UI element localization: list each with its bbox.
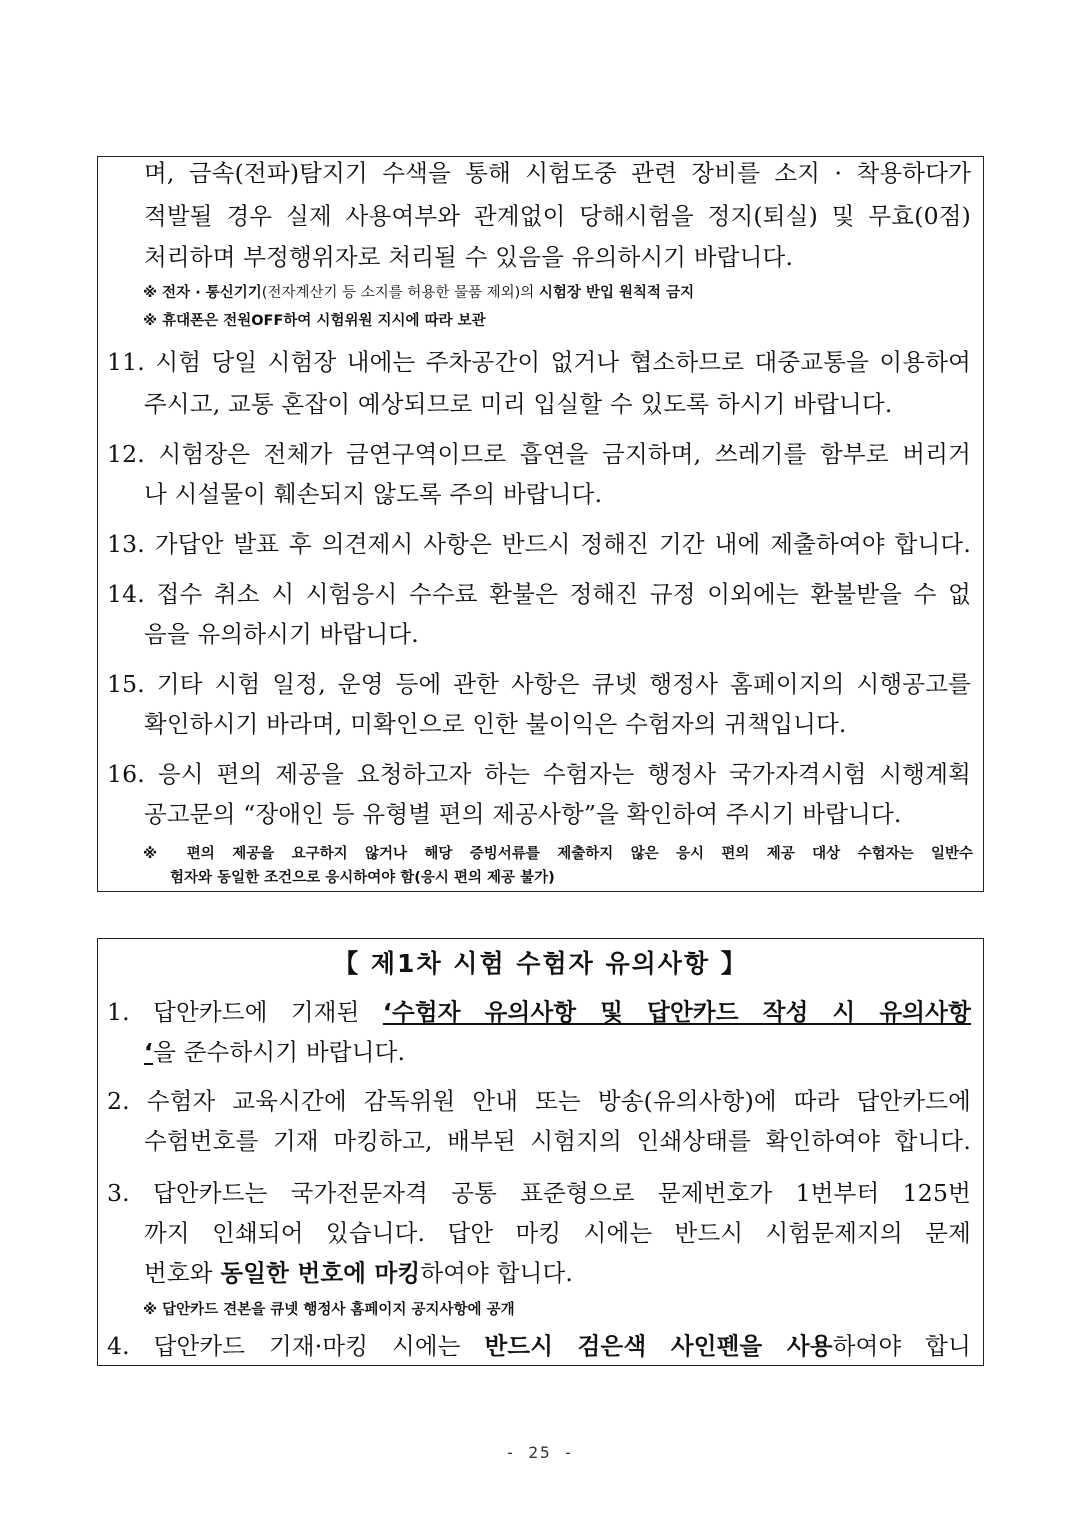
item-3-line3: 번호와 동일한 번호에 마킹하여야 합니다.	[144, 1259, 574, 1287]
item-15-line1: 15. 기타 시험 일정, 운영 등에 관한 사항은 큐넷 행정사 홈페이지의 시행공고를	[107, 670, 971, 698]
item-3-line1: 3. 답안카드는 국가전문자격 공통 표준형으로 문제번호가 1번부터 125번	[107, 1179, 971, 1207]
text-line: 처리하며 부정행위자로 처리될 수 있음을 유의하시기 바랍니다.	[144, 243, 794, 271]
notice-box-first-exam	[97, 938, 984, 1366]
note-accommodation-line1: ※ 편의 제공을 요구하지 않거나 해당 증빙서류를 제출하지 않은 응시 편의 제공 대상 수험자는 일반수	[143, 846, 973, 862]
item-16-line2: 공고문의 “장애인 등 유형별 편의 제공사항”을 확인하여 주시기 바랍니다.	[144, 800, 902, 828]
note-phone: ※ 휴대폰은 전원OFF하여 시험위원 지시에 따라 보관	[143, 313, 486, 329]
item-15-line2: 확인하시기 바라며, 미확인으로 인한 불이익은 수험자의 귀책입니다.	[144, 710, 847, 738]
note-electronics: ※ 전자 · 통신기기(전자계산기 등 소지를 허용한 물품 제외)의 시험장 반입 원칙적 금지	[143, 285, 695, 301]
item-14-line2: 음을 유의하시기 바랍니다.	[144, 620, 419, 648]
item-2-line2: 수험번호를 기재 마킹하고, 배부된 시험지의 인쇄상태를 확인하여야 합니다.	[144, 1127, 971, 1155]
item-12-line1: 12. 시험장은 전체가 금연구역이므로 흡연을 금지하며, 쓰레기를 함부로 버리거	[107, 440, 971, 468]
item-16-line1: 16. 응시 편의 제공을 요청하고자 하는 수험자는 행정사 국가자격시험 시행계획	[107, 760, 971, 788]
page-number: - 25 -	[505, 1443, 575, 1462]
item-1-line2: ‘을 준수하시기 바랍니다.	[144, 1038, 406, 1066]
note-answer-card-sample: ※ 답안카드 견본을 큐넷 행정사 홈페이지 공지사항에 공개	[143, 1302, 515, 1318]
text-line: 적발될 경우 실제 사용여부와 관계없이 당해시험을 정지(퇴실) 및 무효(0점)	[144, 202, 971, 230]
item-2-line1: 2. 수험자 교육시간에 감독위원 안내 또는 방송(유의사항)에 따라 답안카드에	[107, 1087, 971, 1115]
item-1-line1: 1. 답안카드에 기재된 ‘수험자 유의사항 및 답안카드 작성 시 유의사항	[107, 998, 971, 1026]
item-13-line1: 13. 가답안 발표 후 의견제시 사항은 반드시 정해진 기간 내에 제출하여야 합니다.	[107, 530, 971, 558]
item-11-line2: 주시고, 교통 혼잡이 예상되므로 미리 입실할 수 있도록 하시기 바랍니다.	[144, 390, 893, 418]
section-title: 【 제1차 시험 수험자 유의사항 】	[333, 949, 748, 978]
item-4-line1: 4. 답안카드 기재·마킹 시에는 반드시 검은색 사인펜을 사용하여야 합니	[107, 1332, 971, 1360]
text-line: 며, 금속(전파)탐지기 수색을 통해 시험도중 관련 장비를 소지 · 착용하다가	[144, 159, 971, 187]
item-12-line2: 나 시설물이 훼손되지 않도록 주의 바랍니다.	[144, 480, 603, 508]
item-14-line1: 14. 접수 취소 시 시험응시 수수료 환불은 정해진 규정 이외에는 환불받을 수 없	[107, 580, 971, 608]
note-accommodation-line2: 험자와 동일한 조건으로 응시하여야 함(응시 편의 제공 불가)	[170, 870, 555, 886]
item-3-line2: 까지 인쇄되어 있습니다. 답안 마킹 시에는 반드시 시험문제지의 문제	[144, 1219, 971, 1247]
item-11-line1: 11. 시험 당일 시험장 내에는 주차공간이 없거나 협소하므로 대중교통을 이용하여	[107, 348, 971, 376]
notice-box-general	[97, 156, 984, 892]
